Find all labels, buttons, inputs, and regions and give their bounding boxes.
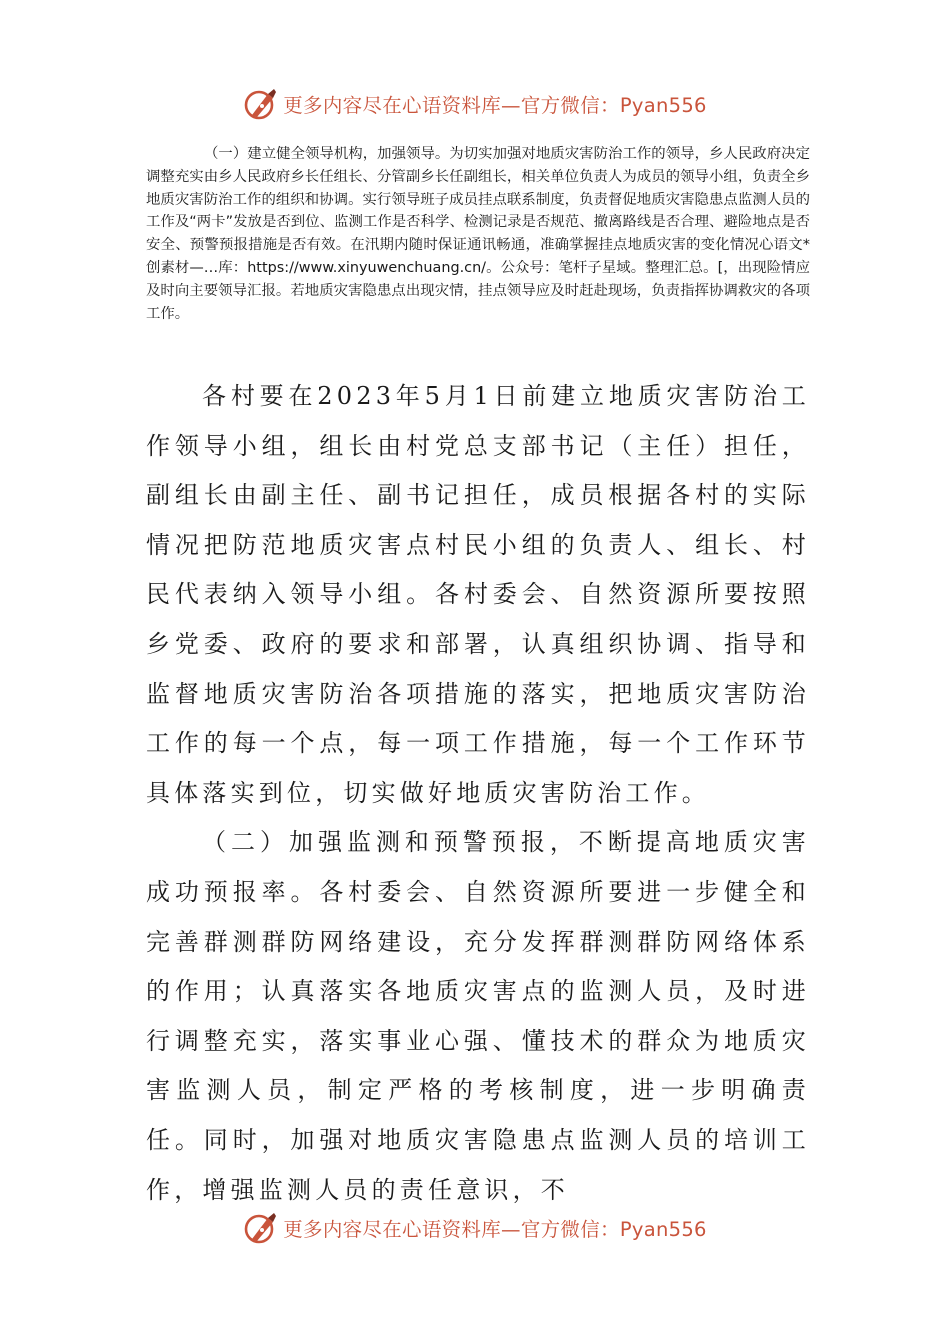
footer-banner-text: 更多内容尽在心语资料库—官方微信：Pyan556 bbox=[283, 1218, 707, 1241]
paragraph-section-two: （二）加强监测和预警预报，不断提高地质灾害成功预报率。各村委会、自然资源所要进一步健全和完善群测群防网络建设，充分发挥群测群防网络体系的作用；认真落实各地质灾害点的监测人员，及时进行调整充实，落实事业心强、懂技术的群众为地质灾害监测人员，制定严格的考核制度，进一步明确责任。同时，加强对地质灾害隐患点监测人员的培训工作，增强监测人员的责任意识，不 bbox=[146, 828, 810, 1204]
pen-nib-logo-icon bbox=[243, 86, 279, 122]
main-body bbox=[146, 372, 810, 1215]
paragraph-village-groups: 各村要在2023年5月1日前建立地质灾害防治工作领导小组，组长由村党总支部书记（主任）担任，副组长由副主任、副书记担任，成员根据各村的实际情况把防范地质灾害点村民小组的负责人、组长、村民代表纳入领导小组。各村委会、自然资源所要按照乡党委、政府的要求和部署，认真组织协调、指导和监督地质灾害防治各项措施的落实，把地质灾害防治工作的每一个点，每一项工作措施，每一个工作环节具体落实到位，切实做好地质灾害防治工作。 bbox=[146, 382, 810, 807]
pen-nib-logo-icon bbox=[243, 1210, 279, 1246]
header-banner bbox=[0, 84, 950, 124]
paragraph-section-one: （一）建立健全领导机构，加强领导。为切实加强对地质灾害防治工作的领导，乡人民政府决定调整充实由乡人民政府乡长任组长、分管副乡长任副组长，相关单位负责人为成员的领导小组，负责全乡地质灾害防治工作的组织和协调。实行领导班子成员挂点联系制度，负责督促地质灾害隐患点监测人员的工作及“两卡”发放是否到位、监测工作是否科学、检测记录是否规范、撤离路线是否合理、避险地点是否安全、预警预报措施是否有效。在汛期内随时保证通讯畅通，准确掌握挂点地质灾害的变化情况心语文*创素材—…库：https://www.xinyuwenchuang.cn/。公众号：笔杆子星域。整理汇总。[，出现险情应及时向主要领导汇报。若地质灾害隐患点出现灾情，挂点领导应及时赶赴现场，负责指挥协调救灾的各项工作。 bbox=[146, 146, 810, 322]
footer-banner bbox=[0, 1208, 950, 1248]
header-banner-text: 更多内容尽在心语资料库—官方微信：Pyan556 bbox=[283, 94, 707, 117]
